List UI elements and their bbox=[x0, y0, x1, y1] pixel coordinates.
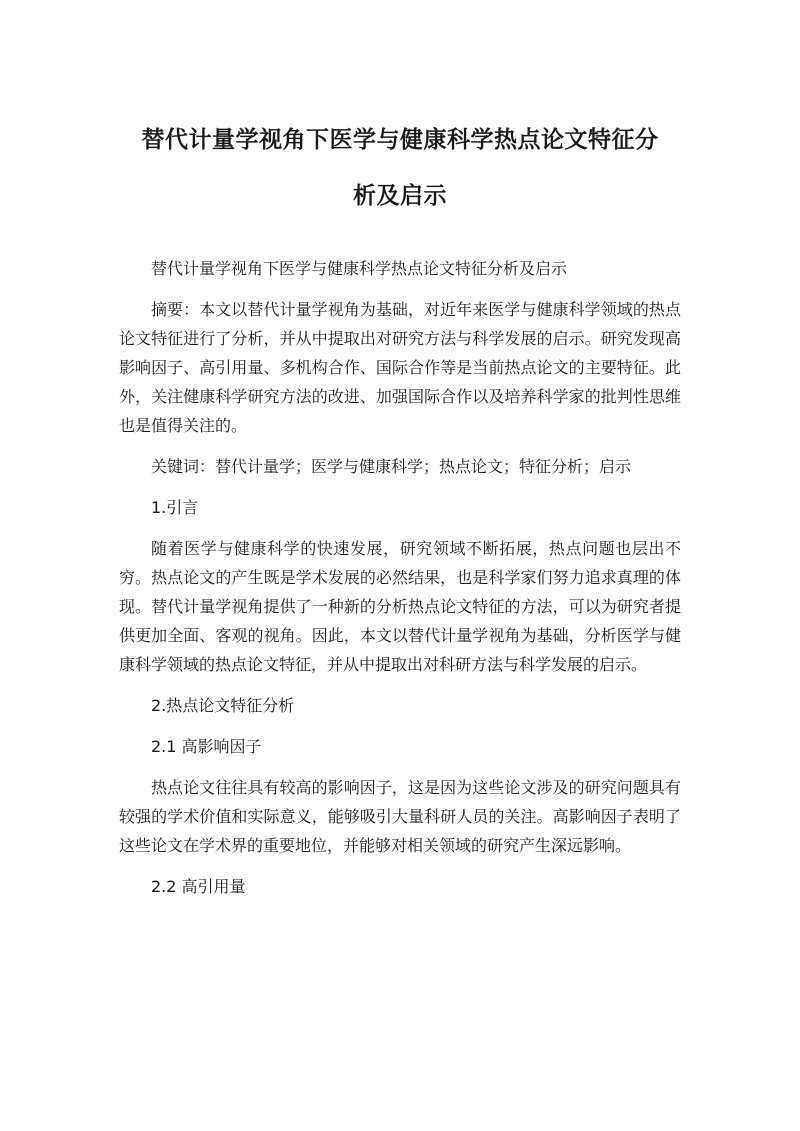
subtitle-paragraph: 替代计量学视角下医学与健康科学热点论文特征分析及启示 bbox=[151, 259, 568, 278]
section-2-heading: 2.热点论文特征分析 bbox=[151, 696, 295, 715]
section-2-1-paragraph: 热点论文往往具有较高的影响因子，这是因为这些论文涉及的研究问题具有较强的学术价值和实际意义，能够吸引大量科研人员的关注。高影响因子表明了这些论文在学术界的重要地位，并能够对相关领域的研究产生深远影响。 bbox=[119, 778, 681, 855]
section-2-2-heading: 2.2 高引用量 bbox=[151, 877, 246, 896]
abstract-paragraph: 摘要：本文以替代计量学视角为基础，对近年来医学与健康科学领域的热点论文特征进行了分析，并从中提取出对研究方法与科学发展的启示。研究发现高影响因子、高引用量、多机构合作、国际合作等是当前热点论文的主要特征。此外，关注健康科学研究方法的改进、加强国际合作以及培养科学家的批判性思维也是值得关注的。 bbox=[119, 300, 681, 435]
title-line-1: 替代计量学视角下医学与健康科学热点论文特征分 bbox=[141, 127, 659, 153]
section-2-1-heading: 2.1 高影响因子 bbox=[151, 737, 262, 756]
document-page bbox=[119, 0, 681, 901]
document-title bbox=[119, 0, 681, 224]
section-1-heading: 1.引言 bbox=[151, 498, 199, 517]
title-line-2: 析及启示 bbox=[353, 183, 447, 209]
keywords-paragraph: 关键词：替代计量学；医学与健康科学；热点论文；特征分析；启示 bbox=[151, 457, 632, 476]
section-1-paragraph: 随着医学与健康科学的快速发展，研究领域不断拓展，热点问题也层出不穷。热点论文的产生既是学术发展的必然结果，也是科学家们努力追求真理的体现。替代计量学视角提供了一种新的分析热点论文特征的方法，可以为研究者提供更加全面、客观的视角。因此，本文以替代计量学视角为基础，分析医学与健康科学领域的热点论文特征，并从中提取出对科研方法与科学发展的启示。 bbox=[119, 539, 681, 674]
